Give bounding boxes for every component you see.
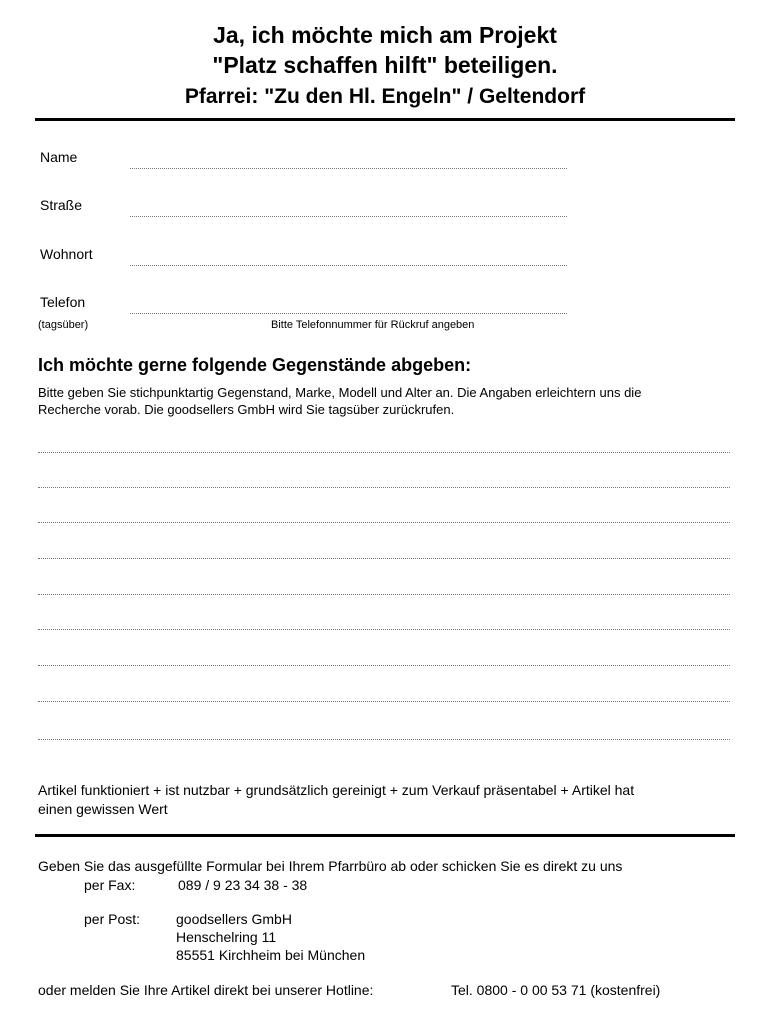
items-instructions-line-1: Bitte geben Sie stichpunktartig Gegenstand, Marke, Modell und Alter an. Die Angaben erleichtern uns die: [38, 385, 642, 400]
street-field[interactable]: [130, 216, 567, 217]
street-label: Straße: [40, 197, 83, 213]
post-address-street: Henschelring 11: [176, 929, 277, 945]
phone-callback-hint: Bitte Telefonnummer für Rückruf angeben: [271, 319, 475, 331]
bottom-divider: [35, 834, 735, 837]
hotline-number: Tel. 0800 - 0 00 53 71 (kostenfrei): [451, 982, 661, 998]
post-label: per Post:: [84, 911, 141, 927]
item-entry-line[interactable]: [38, 629, 730, 630]
item-entry-line[interactable]: [38, 452, 730, 453]
item-entry-line[interactable]: [38, 522, 730, 523]
city-label: Wohnort: [40, 246, 93, 262]
top-divider: [35, 118, 735, 121]
phone-daytime-note: (tagsüber): [38, 319, 89, 331]
fax-number: 089 / 9 23 34 38 - 38: [178, 877, 308, 893]
post-address-city: 85551 Kirchheim bei München: [176, 947, 366, 963]
items-heading: Ich möchte gerne folgende Gegenstände abgeben:: [38, 355, 472, 375]
footer-intro: Geben Sie das ausgefüllte Formular bei Ihrem Pfarrbüro ab oder schicken Sie es direkt zu uns: [38, 858, 623, 874]
city-field[interactable]: [130, 265, 567, 266]
item-entry-line[interactable]: [38, 739, 730, 740]
name-field[interactable]: [130, 168, 567, 169]
title-line-1: Ja, ich möchte mich am Projekt: [213, 22, 557, 48]
criteria-line-1: Artikel funktioniert + ist nutzbar + grundsätzlich gereinigt + zum Verkauf präsentabel + Artikel hat: [38, 782, 635, 798]
post-address-company: goodsellers GmbH: [176, 911, 292, 927]
name-label: Name: [40, 149, 78, 165]
parish-subtitle: Pfarrei: "Zu den Hl. Engeln" / Geltendorf: [184, 85, 586, 108]
hotline-text: oder melden Sie Ihre Artikel direkt bei unserer Hotline:: [38, 982, 374, 998]
item-entry-line[interactable]: [38, 665, 730, 666]
item-entry-line[interactable]: [38, 701, 730, 702]
items-instructions-line-2: Recherche vorab. Die goodsellers GmbH wird Sie tagsüber zurückrufen.: [38, 402, 455, 417]
item-entry-line[interactable]: [38, 487, 730, 488]
title-line-2: "Platz schaffen hilft" beteiligen.: [212, 52, 558, 78]
fax-label: per Fax:: [84, 877, 136, 893]
phone-field[interactable]: [130, 313, 567, 314]
item-entry-line[interactable]: [38, 558, 730, 559]
item-entry-line[interactable]: [38, 594, 730, 595]
phone-label: Telefon: [40, 294, 86, 310]
criteria-line-2: einen gewissen Wert: [38, 801, 168, 817]
